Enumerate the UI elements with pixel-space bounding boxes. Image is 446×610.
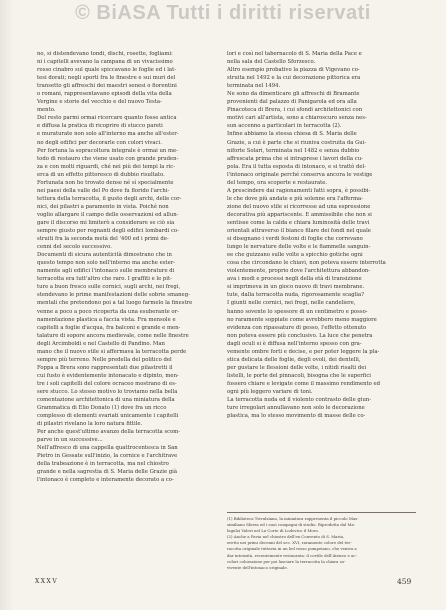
text-line: evidenza con ripassature di gesso, l'effetto ottenuto: [227, 324, 367, 331]
text-line: voglio allargare il campo delle osservazioni ed allun-: [37, 211, 179, 218]
text-line: listelli, le porte del pinnacoli, bisogna che le superfici: [227, 372, 371, 379]
text-line: parve in un successive...: [37, 437, 103, 444]
text-line: motivi cari all'artista, sono a chiaroscuro senza nes-: [227, 115, 367, 122]
text-line: lungo le nervature delle volte e le fiammelle sanguin-: [227, 244, 371, 251]
text-line: vemente ombre forti e decise, e per poter leggere la pla-: [227, 348, 380, 355]
page-number: 459: [397, 577, 412, 586]
text-line: Pietro in Gessate sull'inizio, la cornice e l'architrave: [37, 453, 178, 460]
text-line: Grazie, a cui è parte che si riuniva costruita da Gui-: [227, 139, 367, 146]
text-line: Per anche quest'ultimo avanzo della terracotta scom-: [37, 429, 181, 436]
text-line: namente agli edifici l'intonaco sulle membrature di: [37, 268, 175, 275]
text-line: no, si distendevano tondi, dischi, rosette, fogliami:: [37, 51, 173, 57]
text-line: transetto gli affreschi dei maestri senesi o fiorentini: [37, 83, 177, 90]
text-line: capitelli a foglie d'acqua, fra balconi e grande e men-: [37, 324, 181, 331]
text-line: si disegnano i verdi festoni di foglie che correvano: [227, 236, 363, 243]
text-line: struita nel 1492 e la cui decorazione pittorica era: [227, 75, 361, 82]
text-line: complesso di elementi svariati unicamente i capitelli: [37, 413, 179, 420]
text-line: di pilastri rivelano la loro natura fittile.: [37, 421, 143, 428]
text-line: non poteva essere più conclusivo. La luce che penetra: [227, 332, 373, 339]
text-line: ava i modi e processi negli della età di transizione: [227, 276, 362, 283]
text-line: o romani, rappresentavano episodi della vita della: [37, 91, 172, 98]
text-line: degli Arcimboldi e nel Castello di Pandino. Man: [37, 340, 165, 347]
text-line: mento.: [37, 107, 56, 114]
footnote-line: lagulzi Valeri nel La Corte di Lodovico il Moro.: [227, 528, 320, 534]
text-line: za e con molti riguardi, ché nei più dei tempi la ric-: [37, 163, 176, 170]
text-line: dagli oculi si è diffusa nell'interno spesso con gra-: [227, 340, 362, 347]
text-line: e muraturate non solo all'interno ma anche all'ester-: [37, 131, 179, 138]
text-line: sere stucco. Lo stesso motivo lo troviamo nella bella: [37, 388, 178, 395]
text-line: plastica, ma lo stesso movimento di masse delle co-: [227, 413, 366, 420]
text-line: no degli edifici per decorarle con colori vivaci.: [37, 139, 162, 146]
footnote-line: (2) Anche a Pavia nel chiostro dell'ex Convento di S. Maria,: [227, 534, 345, 540]
text-line: Altro esempio probativo la piazza di Vigevano co-: [227, 67, 360, 74]
text-line: ni i capitelli avevano la campana di un vivacissimo: [37, 59, 173, 66]
text-line: I giunti nelle cornici, nei fregi, nelle candeliere,: [227, 300, 356, 307]
text-line: del tempo, ora scoperte e restaurate.: [227, 179, 328, 186]
text-line: cui fusto è evidentemente intonacato e dipinto, men-: [37, 372, 179, 379]
text-line: sempre più terreno. Nelle predella del politico del: [37, 356, 172, 363]
footnote-line: similiano Sforza ed i suoi compagni di studio. Riprodotta dal Ma-: [227, 522, 356, 528]
text-line: nei paesi della valle del Po dove fu florido l'archi-: [37, 187, 170, 194]
text-line: lori e così nel tabernacolo di S. Maria della Pace e: [227, 51, 362, 57]
text-line: Foppa a Brera sono rappresentati due pilastretti il: [37, 364, 173, 371]
text-line: Del resto parmi ormai ricercare quanto fosse antica: [37, 115, 177, 122]
text-line: ogni più leggero variare di toni.: [227, 388, 313, 395]
text-line: affrescata prima che si intraprese i lavori della cu-: [227, 155, 363, 162]
text-line: terminata nel 1494.: [227, 83, 281, 90]
text-line: ture a buon fresco sulle cornici, sugli archi, nei fregi,: [37, 284, 181, 291]
text-line: Infine abbiamo la stessa chiesa di S. Maria delle: [227, 131, 357, 138]
text-line: mentali che pretendono poi a tal luogo farmelo la finestre: [37, 300, 193, 307]
footnote-line: colori colorazione per poi lasciare la terracotta la chiara so-: [227, 558, 346, 564]
text-line: stica delicata delle foglie, degli ovoli, dei dentelli,: [227, 356, 361, 363]
text-line: cosa che circondano le chiavi, non poteva essere interrotta: [227, 260, 386, 267]
footnote-line: vivente dell'intonaco originale.: [227, 564, 288, 570]
text-line: Pinacoteca di Brera, i cui sfondi architettonici con: [227, 107, 363, 114]
text-line: mano che il nuovo stile si affermava la terracotta perde: [37, 348, 187, 355]
text-line: provenienti dal palazzo di Panigarola ed ora alla: [227, 99, 357, 106]
text-line: questo tempo non solo nell'interno ma anche ester-: [37, 260, 176, 267]
text-line: Grammatica di Elio Donato (1) dove fra un ricco: [37, 405, 167, 412]
text-line: rosso cinabro sul quale spiccavano le foglie ed i lat-: [37, 67, 176, 74]
text-line: ee che guizzano sulle volte a spicchio gotiche ogni: [227, 252, 363, 259]
text-line: sun accenno a particolari in terracotta (2).: [227, 123, 342, 130]
text-line: cenni del secolo successivo.: [37, 244, 112, 251]
footnote-line: dar intensità, recentemente restaurata: il cortile dell'Ateneo e ac-: [227, 552, 357, 558]
text-line: Per fortuna la sopracoltura integrale è ormai un me-: [37, 147, 178, 154]
text-line: si imprimeva in un gioco nuovo di travi membrane.: [227, 284, 365, 291]
footnote-line: eretto nei primi decenni del sec. XVI, raramente colore del ter-: [227, 540, 352, 546]
text-line: gare il discorso mi limiterò a considerare se ciò sia: [37, 219, 175, 226]
text-line: La terracotta nuda ed il violento contrasto delle giun-: [227, 397, 372, 404]
text-line: decorativa più appariscente. E ammissibile che non si: [227, 211, 372, 218]
text-line: talature di sopore ancora medievale, come nelle finestre: [37, 332, 189, 339]
text-line: niforte Solari, terminata nel 1482 e senza dubbio: [227, 147, 360, 154]
text-line: comentazione architettonica di una miniatura della: [37, 397, 175, 404]
text-line: tesi dorati; negli sporti fra le finestre e sui muri del: [37, 75, 176, 82]
text-line: Ne sono da dimenticare gli affreschi di Bramante: [227, 91, 360, 98]
text-line: tre i soli capitelli del colore ocraceo mostrano di es-: [37, 380, 177, 387]
page-gutter-shadow: [0, 0, 14, 610]
text-line: zione del nuovo stile si ricorresse ad una espressione: [227, 203, 371, 210]
footnotes: [227, 512, 416, 571]
left-text-column: [37, 50, 227, 485]
footnote-line: (1) Biblioteca Trivulziana, la miniatura rappresenta il piccolo Mas-: [227, 516, 359, 521]
text-line: Nell'affresco di una cappella quattrocentesca in San: [37, 445, 178, 452]
text-line: A prescindere dai ragionamenti fatti sopra, è possibi-: [227, 187, 371, 194]
text-line: Fortunata non ho trovato dense né sì specialmente: [37, 179, 174, 186]
text-line: terracotta era tutt'altro che raro. I graffiti e le pit-: [37, 276, 172, 283]
text-line: tute, dalla terracotta nuda, rigorosamente scaglia?: [227, 292, 364, 299]
text-line: ture irregolari annullavano non solo le decorazione: [227, 405, 365, 412]
text-line: todo di restauro che viene usato con grande pruden-: [37, 155, 179, 162]
footnote-line: racotta originale tuttavia in un bel rosso pompeiano, che veniva a: [227, 546, 357, 552]
text-line: per gustare le flessioni delle volte, i nitidi risalti dei: [227, 364, 367, 371]
text-line: no raramente soppiate come avrebbero meno maggiore: [227, 316, 377, 323]
text-line: stendevano le prime manifestazioni delle sobrie smaneg-: [37, 292, 190, 299]
watermark: © BiASA Tutti i diritti riservati: [75, 2, 371, 24]
text-line: sempre giusto per regnanti degli edifici lombardi co-: [37, 228, 179, 235]
printer-signature-mark: XXXV: [35, 578, 59, 585]
text-line: fossero chiare e levigate come il massimo rendimento ed: [227, 380, 381, 387]
text-line: namentazione plastica a faccia vista. Fra mensole e: [37, 316, 176, 323]
text-line: grande e nella sagrestia di S. Maria delle Grazie già: [37, 469, 178, 476]
text-line: tettura della terracotta, il gusto degli archi, delle cor-: [37, 195, 182, 202]
text-line: della trabeazione è in terracotta, ma nel chiostro: [37, 461, 169, 468]
text-line: nici, dei pilastri a paramento in vista. Poiché non: [37, 203, 169, 210]
text-line: orientali attraverso il bianco filare dei fondi nel quale: [227, 228, 371, 235]
text-line: nella sala del Castello Sforzesco.: [227, 59, 316, 66]
text-line: struiti fra la seconda metà del '400 ed i primi de-: [37, 236, 169, 243]
text-line: e diffusa la pratica di ricoprire di stucco pareti: [37, 123, 163, 130]
text-line: violentemente, proprio dove l'architettura abbandon-: [227, 268, 371, 275]
text-line: pola. Era il tutta esposta di intonaco, e si trattò del-: [227, 163, 367, 170]
text-line: hanno sovente lo spessore di un centimetro e posso-: [227, 308, 368, 315]
text-line: Documenti di sicura autenticità dimostrano che in: [37, 252, 172, 259]
text-line: le che dove più andate e più solenne era l'afferma-: [227, 195, 363, 202]
text-line: venne a poco a poco ricoperta da una esuberante or-: [37, 308, 179, 315]
right-text-column: [227, 50, 416, 420]
text-line: erca di un effetto pittoresco di dubbio risultato.: [37, 171, 165, 178]
text-line: l'intonaco originale perché conserva ancora le vestige: [227, 171, 373, 178]
text-line: Vergine e storie del vecchio e del nuovo Testa-: [37, 99, 162, 106]
text-line: sentisse come la calda e chiara luminosità delle travi: [227, 219, 370, 226]
text-line: l'intonaco è completo e interamente decorato a co-: [37, 477, 174, 484]
